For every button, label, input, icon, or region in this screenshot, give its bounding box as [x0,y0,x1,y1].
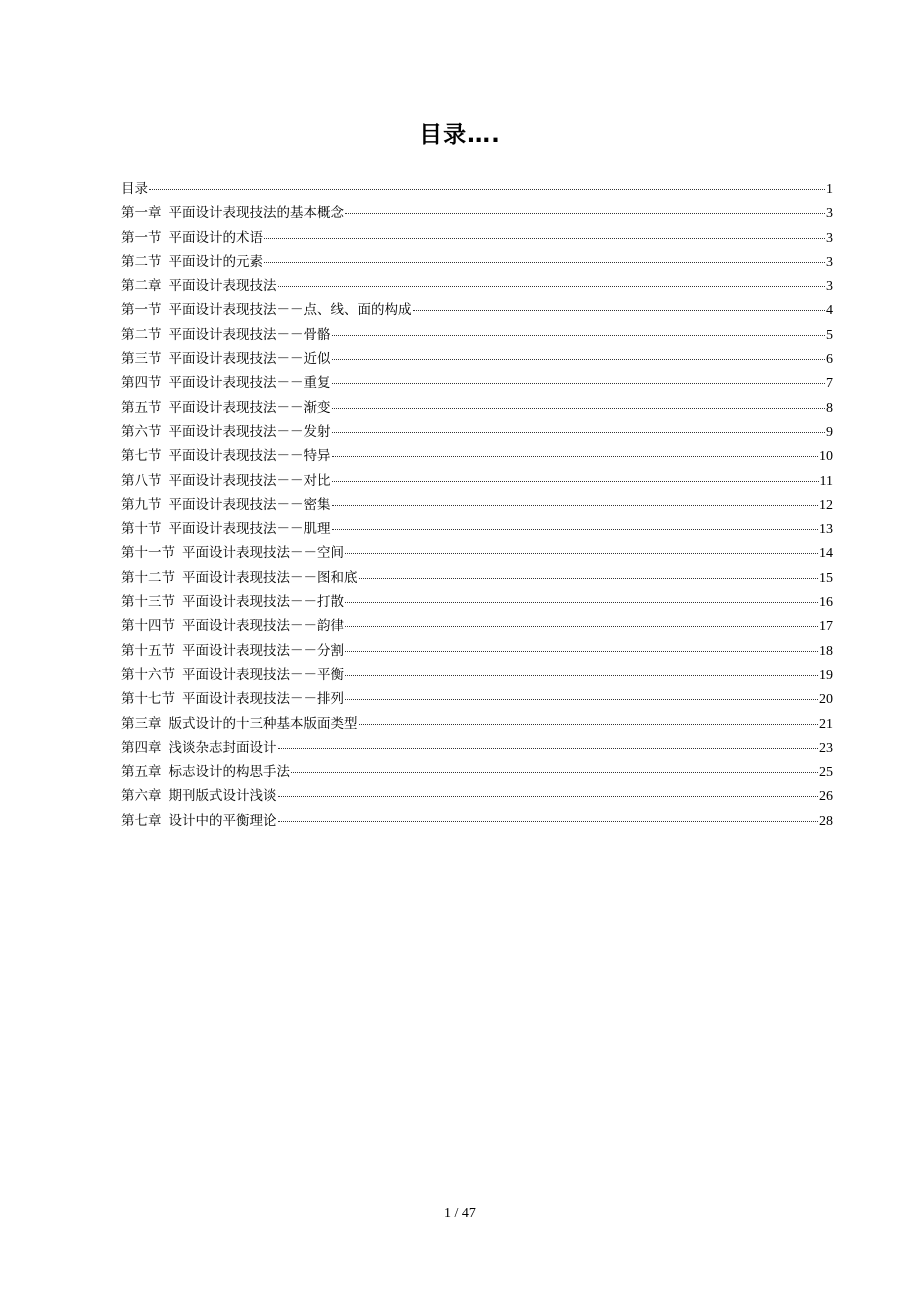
toc-entry[interactable] [121,347,833,371]
toc-entry-number: 第二节 [121,253,162,270]
toc-entry-number: 第四节 [121,375,162,392]
toc-entry-title [121,760,290,784]
toc-entry[interactable] [121,469,833,493]
toc-dot-leader [264,238,825,239]
toc-page-number: 6 [826,352,833,368]
toc-entry-label: 目录 [121,181,148,197]
toc-page-number: 3 [826,279,833,295]
toc-entry-label: 平面设计表现技法－－图和底 [182,569,358,586]
toc-dot-leader [332,383,826,384]
toc-entry[interactable] [121,298,833,322]
toc-dot-leader [345,553,818,554]
toc-entry-title [121,469,331,493]
toc-page-number: 14 [819,546,833,562]
page-footer: 1 / 47 [444,1206,476,1221]
toc-page-number: 21 [819,716,833,732]
toc-entry-title [121,250,263,274]
toc-entry[interactable] [121,493,833,517]
toc-dot-leader [345,651,818,652]
toc-entry-title [121,396,331,420]
toc-entry-label: 平面设计表现技法的基本概念 [168,205,344,222]
toc-entry-number: 第二章 [121,278,162,295]
page-title: 目录…. [419,122,501,148]
toc-entry-label: 平面设计表现技法－－肌理 [168,521,331,538]
toc-dot-leader [332,359,826,360]
toc-page-number: 3 [826,230,833,246]
toc-page-number: 20 [819,692,833,708]
toc-page-number: 18 [819,643,833,659]
toc-entry[interactable] [121,250,833,274]
toc-page-number: 23 [819,740,833,756]
toc-entry-title [121,323,331,347]
toc-dot-leader [332,408,826,409]
toc-page-number: 5 [826,327,833,343]
toc-dot-leader [278,748,819,749]
toc-entry-number: 第十四节 [121,618,175,635]
toc-dot-leader [332,456,819,457]
toc-entry-label: 平面设计表现技法－－分割 [182,642,344,659]
toc-entry[interactable] [121,687,833,711]
toc-entry-title [121,274,277,298]
toc-entry-label: 平面设计表现技法－－密集 [168,496,331,513]
toc-entry[interactable] [121,274,833,298]
toc-entry-number: 第十五节 [121,642,175,659]
toc-entry[interactable] [121,809,833,833]
toc-entry-title [121,371,331,395]
toc-entry-number: 第九节 [121,496,162,513]
toc-entry-title [121,347,331,371]
toc-entry-label: 平面设计表现技法－－空间 [182,545,344,562]
toc-entry-title [121,809,277,833]
toc-entry-number: 第二节 [121,326,162,343]
toc-page-number: 25 [819,765,833,781]
toc-entry-number: 第十节 [121,521,162,538]
toc-entry-title [121,493,331,517]
toc-page-number: 17 [819,619,833,635]
toc-dot-leader [291,772,818,773]
toc-entry-title [121,663,344,687]
toc-entry-title [121,298,412,322]
toc-page-number: 8 [826,400,833,416]
toc-entry[interactable] [121,517,833,541]
toc-dot-leader [345,675,818,676]
toc-page-number: 3 [826,206,833,222]
toc-entry[interactable] [121,566,833,590]
toc-dot-leader [345,699,818,700]
toc-entry-number: 第五章 [121,764,162,781]
toc-page-number: 16 [819,595,833,611]
toc-entry[interactable] [121,760,833,784]
toc-entry[interactable] [121,371,833,395]
toc-entry-title [121,444,331,468]
toc-dot-leader [332,432,826,433]
toc-dot-leader [332,335,826,336]
toc-dot-leader [278,821,819,822]
toc-entry-number: 第十一节 [121,545,175,562]
toc-dot-leader [149,189,825,190]
toc-entry-title [121,614,344,638]
toc-entry-title [121,420,331,444]
toc-entry-label: 浅谈杂志封面设计 [168,739,277,756]
toc-entry-title [121,566,358,590]
toc-entry-number: 第六章 [121,788,162,805]
toc-entry-label: 平面设计表现技法－－排列 [182,691,344,708]
toc-page-number: 11 [819,473,833,489]
toc-page-number: 12 [819,497,833,513]
toc-entry-title [121,687,344,711]
toc-entry-label: 平面设计表现技法－－渐变 [168,399,331,416]
toc-entry-number: 第六节 [121,423,162,440]
toc-entry-number: 第三节 [121,351,162,368]
toc-page-number: 26 [819,789,833,805]
toc-entry-title [121,712,358,736]
toc-entry-label: 版式设计的十三种基本版面类型 [168,715,358,732]
toc-entry[interactable] [121,541,833,565]
toc-entry-title [121,517,331,541]
toc-entry-number: 第五节 [121,399,162,416]
toc-entry-number: 第十六节 [121,666,175,683]
toc-entry-number: 第一节 [121,229,162,246]
toc-entry-number: 第十二节 [121,569,175,586]
toc-dot-leader [359,578,819,579]
toc-entry[interactable] [121,226,833,250]
toc-entry-label: 平面设计表现技法－－重复 [168,375,331,392]
toc-entry[interactable] [121,590,833,614]
toc-entry-number: 第七节 [121,448,162,465]
toc-dot-leader [332,481,819,482]
toc-entry-title [121,226,263,250]
toc-entry-number: 第四章 [121,739,162,756]
table-of-contents [121,177,833,833]
toc-entry[interactable] [121,420,833,444]
toc-dot-leader [278,286,826,287]
toc-entry-label: 平面设计表现技法－－韵律 [182,618,344,635]
toc-entry-label: 平面设计表现技法－－打散 [182,594,344,611]
toc-entry-label: 平面设计表现技法－－近似 [168,351,331,368]
toc-page-number: 13 [819,522,833,538]
toc-entry[interactable] [121,444,833,468]
toc-page-number: 1 [826,182,833,197]
toc-entry-title [121,784,277,808]
toc-entry-number: 第三章 [121,715,162,732]
toc-entry-label: 设计中的平衡理论 [168,812,277,829]
toc-page-number: 10 [819,449,833,465]
toc-entry-label: 平面设计的元素 [168,253,263,270]
toc-entry-title [121,541,344,565]
toc-page-number: 15 [819,570,833,586]
toc-entry-label: 平面设计表现技法－－平衡 [182,666,344,683]
toc-entry[interactable] [121,712,833,736]
toc-dot-leader [359,724,819,725]
toc-entry[interactable] [121,784,833,808]
toc-entry-label: 平面设计表现技法－－骨骼 [168,326,331,343]
toc-entry[interactable] [121,177,833,201]
toc-dot-leader [413,310,826,311]
toc-dot-leader [332,505,819,506]
toc-dot-leader [345,602,818,603]
toc-entry[interactable] [121,736,833,760]
toc-entry[interactable] [121,396,833,420]
toc-entry-number: 第一节 [121,302,162,319]
toc-entry[interactable] [121,663,833,687]
toc-entry-label: 平面设计的术语 [168,229,263,246]
toc-entry[interactable] [121,639,833,663]
toc-page-number: 4 [826,303,833,319]
toc-page-number: 9 [826,424,833,440]
toc-entry-title [121,177,148,201]
toc-dot-leader [278,796,819,797]
toc-entry[interactable] [121,614,833,638]
toc-page-number: 28 [819,813,833,829]
toc-entry-label: 平面设计表现技法－－特异 [168,448,331,465]
toc-entry[interactable] [121,323,833,347]
toc-dot-leader [345,626,818,627]
toc-dot-leader [345,213,825,214]
toc-entry-label: 平面设计表现技法－－发射 [168,423,331,440]
toc-entry-number: 第十七节 [121,691,175,708]
toc-dot-leader [332,529,819,530]
toc-entry-number: 第一章 [121,205,162,222]
toc-entry-label: 期刊版式设计浅谈 [168,788,277,805]
toc-entry-title [121,201,344,225]
toc-page-number: 3 [826,254,833,270]
toc-entry-title [121,639,344,663]
toc-entry-number: 第八节 [121,472,162,489]
toc-entry[interactable] [121,201,833,225]
toc-page-number: 7 [826,376,833,392]
toc-entry-title [121,736,277,760]
toc-entry-label: 标志设计的构思手法 [168,764,290,781]
toc-page-number: 19 [819,667,833,683]
toc-dot-leader [264,262,825,263]
toc-entry-number: 第七章 [121,812,162,829]
toc-entry-label: 平面设计表现技法 [168,278,277,295]
toc-entry-title [121,590,344,614]
toc-entry-number: 第十三节 [121,594,175,611]
toc-entry-label: 平面设计表现技法－－对比 [168,472,331,489]
toc-entry-label: 平面设计表现技法－－点、线、面的构成 [168,302,412,319]
